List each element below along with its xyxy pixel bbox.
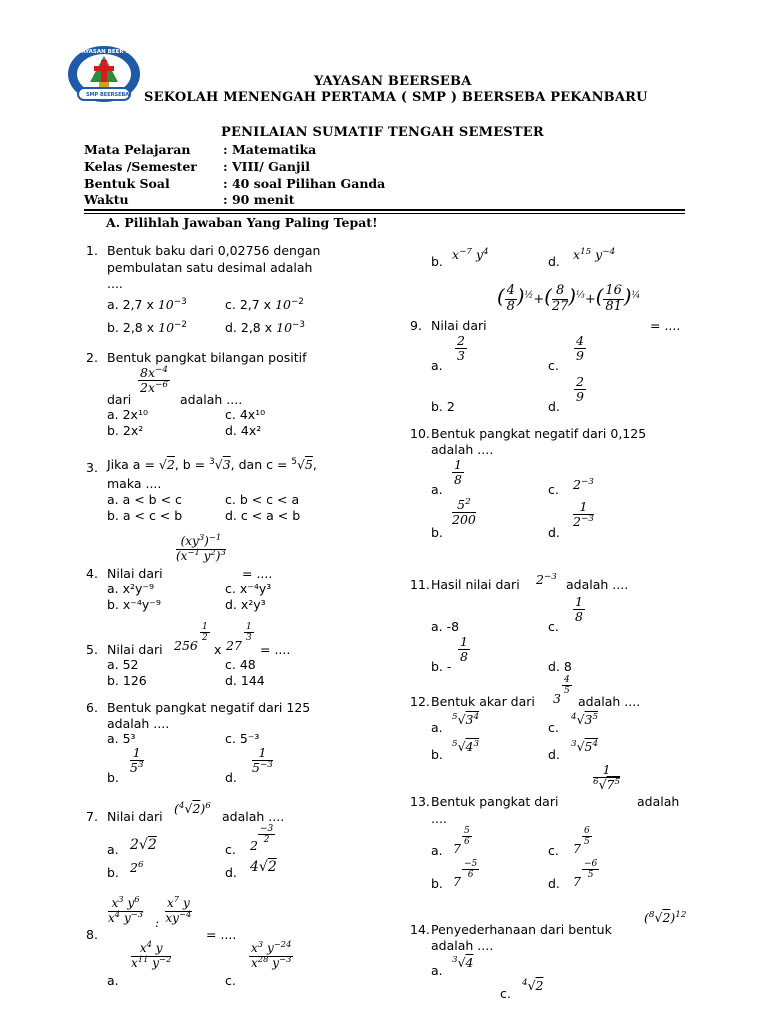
math-term: $^4$√2	[522, 977, 544, 993]
exponent-fraction: $\frac{1}{3}$	[246, 622, 252, 644]
exponent-fraction: $\frac{5}{6}$	[464, 826, 470, 848]
math-term: $^3$√4	[452, 954, 474, 970]
option-a: a. x²y⁻⁹	[107, 581, 155, 596]
math-term: 7	[453, 874, 461, 889]
math-term: 2	[250, 838, 258, 853]
math-term: 2√2	[130, 837, 157, 853]
question-number: 5.	[86, 642, 98, 657]
option-b: b.	[107, 865, 119, 880]
option-a: a.	[107, 973, 119, 988]
option-c: c. 5⁻³	[225, 731, 260, 746]
header-divider	[84, 209, 685, 211]
option-d: d.	[548, 254, 560, 269]
question-text: adalah	[637, 794, 680, 809]
option-b: b.	[431, 525, 443, 540]
info-value: : 40 soal Pilihan Ganda	[223, 176, 386, 191]
math-term: $^5√3^4$	[452, 711, 480, 727]
fraction: $\frac{1}{5^3}$	[130, 745, 144, 776]
option-c: c.	[225, 842, 236, 857]
math-term: 7	[453, 841, 461, 856]
option-d: d. x²y³	[225, 597, 266, 612]
question-text: Penyederhanaan dari bentuk	[431, 922, 612, 937]
header-divider	[84, 213, 685, 214]
info-value: : VIII/ Ganjil	[223, 159, 311, 174]
question-text: Bentuk pangkat bilangan positif	[107, 350, 307, 365]
fraction: $\frac{x^7 y}{xy^{-4}}$	[165, 894, 192, 925]
exam-title: PENILAIAN SUMATIF TENGAH SEMESTER	[221, 125, 544, 140]
question-text: Bentuk pangkat negatif dari 0,125	[431, 426, 647, 441]
question-number: 13.	[410, 794, 430, 809]
question-text: = ....	[242, 566, 273, 581]
option-b: b. 2	[431, 399, 455, 414]
question-number: 6.	[86, 700, 98, 715]
math-term: 3	[553, 691, 561, 706]
math-term: 7	[573, 874, 581, 889]
question-text: Nilai dari	[107, 566, 163, 581]
option-b: b.	[431, 747, 443, 762]
option-a: a.	[431, 963, 443, 978]
math-term: $^4√3^5$	[571, 711, 599, 727]
option-c: c.	[500, 986, 511, 1001]
question-number: 3.	[86, 460, 98, 475]
option-b: b.	[107, 770, 119, 785]
question-text: Bentuk pangkat negatif dari 125	[107, 700, 311, 715]
option-a: a.	[431, 720, 443, 735]
fraction: $\frac{8x^{-4}}{2x^{-6}}$	[140, 364, 168, 396]
math-term: $2^6$	[130, 859, 144, 875]
fraction: $\frac{1}{5^{-3}}$	[252, 745, 273, 776]
question-number: 14.	[410, 922, 430, 937]
info-value: : Matematika	[223, 142, 317, 157]
option-d: d. c < a < b	[225, 508, 301, 523]
math-term: $2^{-3}$	[573, 476, 594, 492]
option-d: d.	[225, 865, 237, 880]
question-text: adalah ....	[107, 716, 170, 731]
question-text: Bentuk baku dari 0,02756 dengan	[107, 243, 321, 258]
school-name: SEKOLAH MENENGAH PERTAMA ( SMP ) BEERSEBA PEKANBARU	[144, 90, 648, 105]
option-d: d.	[548, 399, 560, 414]
option-d: d. 8	[548, 659, 572, 674]
question-number: 8.	[86, 927, 98, 942]
exponent-fraction: $\frac{-6}{5}$	[584, 859, 598, 881]
question-number: 7.	[86, 809, 98, 824]
option-c: c. 2,7 x $10^{-2}$	[225, 296, 304, 312]
fraction: $\frac{1}{^6√7^5}$	[593, 762, 621, 793]
question-text: Nilai dari	[431, 318, 487, 333]
exponent-fraction: $\frac{1}{2}$	[202, 622, 208, 644]
option-c: c. x⁻⁴y³	[225, 581, 272, 596]
exponent-fraction: $\frac{6}{5}$	[584, 826, 590, 848]
option-b: b.	[431, 876, 443, 891]
option-b: b.	[431, 254, 443, 269]
question-text: Bentuk pangkat dari	[431, 794, 559, 809]
question-text: pembulatan satu desimal adalah	[107, 260, 313, 275]
option-c: c. b < c < a	[225, 492, 300, 507]
option-d: d. 144	[225, 673, 265, 688]
fraction: $\frac{(xy^3)^{-1}}{(x^{-1} y^2)^3}$	[176, 532, 226, 563]
option-c: c.	[225, 973, 236, 988]
question-text: Nilai dari	[107, 809, 163, 824]
info-value: : 90 menit	[223, 192, 295, 207]
info-label: Bentuk Soal	[84, 176, 170, 191]
question-text: adalah ....	[222, 809, 285, 824]
question-text: adalah ....	[566, 577, 629, 592]
option-d: d.	[548, 525, 560, 540]
option-b: b. -	[431, 659, 452, 674]
question-text: adalah ....	[431, 938, 494, 953]
question-text: Jika a = √2, b = $^3$√3, dan c = $^5$√5,	[107, 456, 317, 472]
question-text: Nilai dari	[107, 642, 163, 657]
math-term: $2^{-3}$	[536, 571, 557, 587]
logo-text-top: YAYASAN BEER SEBA	[78, 49, 142, 55]
question-number: 1.	[86, 243, 98, 258]
info-label: Waktu	[84, 192, 129, 207]
option-a: a. 52	[107, 657, 139, 672]
question-number: 2.	[86, 350, 98, 365]
option-c: c.	[548, 482, 559, 497]
option-a: a. 2,7 x $10^{-3}$	[107, 296, 187, 312]
option-b: b. a < c < b	[107, 508, 183, 523]
option-a: a.	[431, 358, 443, 373]
fraction: $\frac{2}{3}$	[457, 333, 465, 364]
option-b: b. 2,8 x $10^{-2}$	[107, 319, 187, 335]
question-number: 9.	[410, 318, 422, 333]
exponent-fraction: $\frac{-5}{6}$	[464, 859, 478, 881]
option-a: a. -8	[431, 619, 460, 634]
option-b: b. x⁻⁴y⁻⁹	[107, 597, 161, 612]
math-term: $x^{-7}$ $y^4$	[452, 246, 489, 262]
option-c: c.	[548, 843, 559, 858]
fraction: $\frac{1}{8}$	[460, 634, 468, 665]
question-number: 11.	[410, 577, 430, 592]
math-term: $(^4√2)^6$	[174, 800, 211, 816]
fraction: $\frac{4}{9}$	[576, 333, 584, 364]
math-term: $x^{15}$ $y^{-4}$	[573, 246, 616, 262]
foundation-name: YAYASAN BEERSEBA	[314, 74, 472, 89]
option-a: a. a < b < c	[107, 492, 182, 507]
question-text: = ....	[260, 642, 291, 657]
math-term: 4√2	[250, 859, 277, 875]
option-b: b. 126	[107, 673, 147, 688]
school-logo	[66, 44, 142, 106]
question-text: ....	[107, 276, 123, 291]
option-c: c.	[548, 720, 559, 735]
option-d: d. 2,8 x $10^{-3}$	[225, 319, 305, 335]
info-label: Mata Pelajaran	[84, 142, 191, 157]
option-a: a. 2x¹⁰	[107, 407, 148, 422]
math-term: 27	[226, 638, 242, 653]
question-text: adalah ....	[180, 392, 243, 407]
fraction: $\frac{x^4 y}{x^{11} y^{-2}}$	[131, 939, 172, 970]
question-text: maka ....	[107, 476, 162, 491]
math-term: $(^8√2)^{12}$	[644, 909, 687, 925]
option-a: a.	[107, 842, 119, 857]
fraction: $\frac{2}{9}$	[576, 374, 584, 405]
section-heading: A. Pilihlah Jawaban Yang Paling Tepat!	[106, 215, 378, 230]
fraction: $\frac{x^3 y^6}{x^4 y^{-3}}$	[108, 894, 144, 925]
fraction: $\frac{x^3 y^{-24}}{x^{28} y^{-3}}$	[251, 939, 292, 970]
option-c: c.	[548, 358, 559, 373]
divide-sign: :	[155, 915, 160, 930]
exponent-fraction: $\frac{4}{5}$	[564, 675, 570, 697]
math-term: $^5√4^3$	[452, 738, 480, 754]
math-term: 7	[573, 841, 581, 856]
question-number: 12.	[410, 694, 430, 709]
fraction: $\frac{1}{8}$	[575, 594, 583, 625]
option-d: d.	[225, 770, 237, 785]
option-c: c. 4x¹⁰	[225, 407, 266, 422]
math-term: ( $\frac{4}{8}$ )$^{\frac{1}{2}}$+( $\frac{8}{27}$ )$^{\frac{1}{3}}$+( $\frac{16}{81}$ )$^{\frac{1}{4}}$	[497, 283, 641, 314]
question-text: Bentuk akar dari	[431, 694, 535, 709]
fraction: $\frac{1}{8}$	[454, 457, 462, 488]
math-term: $^3√5^4$	[571, 738, 599, 754]
question-number: 10.	[410, 426, 430, 441]
exponent-fraction: $\frac{-3}{2}$	[260, 824, 274, 846]
option-a: a.	[431, 843, 443, 858]
question-text: ....	[431, 811, 447, 826]
fraction: $\frac{1}{2^{-3}}$	[573, 499, 594, 530]
option-a: a. 5³	[107, 731, 136, 746]
info-label: Kelas /Semester	[84, 159, 197, 174]
question-text: = ....	[206, 927, 237, 942]
question-text: x	[214, 642, 222, 657]
question-number: 4.	[86, 566, 98, 581]
question-text: = ....	[650, 318, 681, 333]
option-d: d. 4x²	[225, 423, 262, 438]
option-d: d.	[548, 876, 560, 891]
option-c: c. 48	[225, 657, 256, 672]
question-text: Hasil nilai dari	[431, 577, 520, 592]
logo-text-bottom: SMP BEERSEBA	[86, 92, 130, 98]
fraction: $\frac{5^2}{200}$	[452, 496, 476, 528]
question-text: dari	[107, 392, 132, 407]
option-a: a.	[431, 482, 443, 497]
question-text: adalah ....	[431, 442, 494, 457]
question-text: adalah ....	[578, 694, 641, 709]
math-term: 256	[174, 638, 198, 653]
option-d: d.	[548, 747, 560, 762]
option-c: c.	[548, 619, 559, 634]
option-b: b. 2x²	[107, 423, 144, 438]
